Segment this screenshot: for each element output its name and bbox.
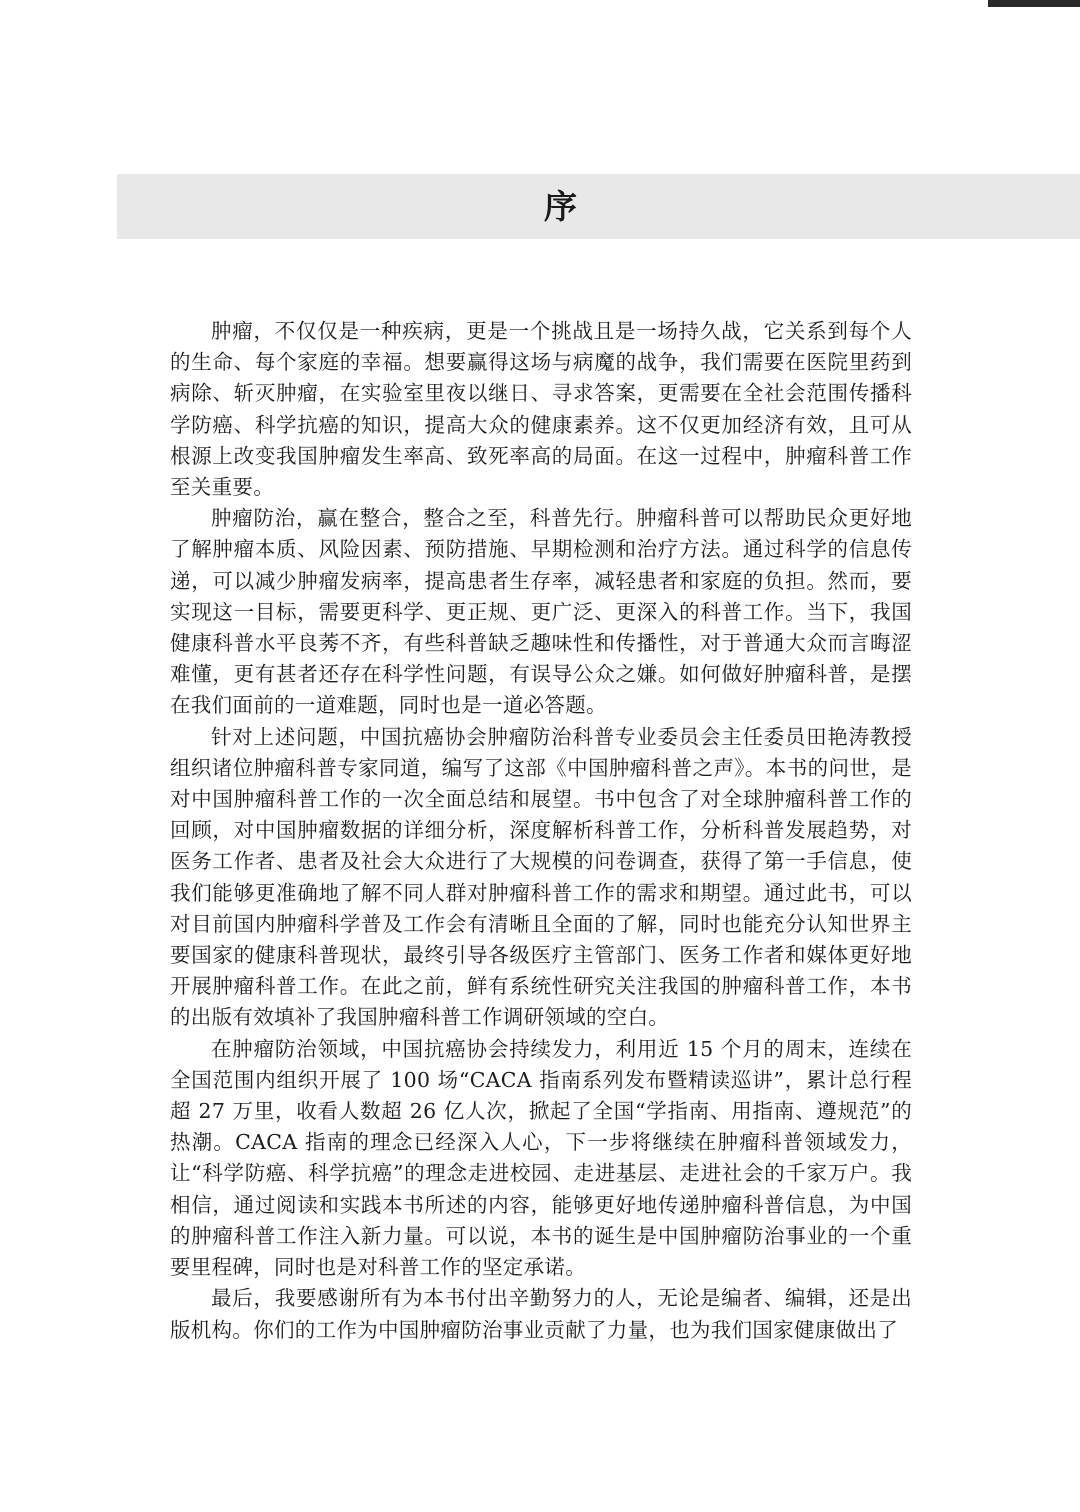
paragraph-2: 肿瘤防治，赢在整合，整合之至，科普先行。肿瘤科普可以帮助民众更好地了解肿瘤本质、风险因素、预防措施、早期检测和治疗方法。通过科学的信息传递，可以减少肿瘤发病率，提高患者生存率，减轻患者和家庭的负担。然而，要实现这一目标，需要更科学、更正规、更广泛、更深入的科普工作。当下，我国健康科普水平良莠不齐，有些科普缺乏趣味性和传播性，对于普通大众而言晦涩难懂，更有甚者还存在科学性问题，有误导公众之嫌。如何做好肿瘤科普，是摆在我们面前的一道难题，同时也是一道必答题。 <box>170 506 912 718</box>
title-band <box>117 174 1080 239</box>
paragraph-1: 肿瘤，不仅仅是一种疾病，更是一个挑战且是一场持久战，它关系到每个人的生命、每个家庭的幸福。想要赢得这场与病魔的战争，我们需要在医院里药到病除、斩灭肿瘤，在实验室里夜以继日、寻求答案，更需要在全社会范围传播科学防癌、科学抗癌的知识，提高大众的健康素养。这不仅更加经济有效，且可从根源上改变我国肿瘤发生率高、致死率高的局面。在这一过程中，肿瘤科普工作至关重要。 <box>170 319 912 500</box>
paragraph-5: 最后，我要感谢所有为本书付出辛勤努力的人，无论是编者、编辑，还是出版机构。你们的工作为中国肿瘤防治事业贡献了力量，也为我们国家健康做出了 <box>170 1286 912 1342</box>
body-text <box>170 316 912 1346</box>
page-corner-tab <box>988 0 1080 7</box>
paragraph-4: 在肿瘤防治领域，中国抗癌协会持续发力，利用近 15 个月的周末，连续在全国范围内组织开展了 100 场“CACA 指南系列发布暨精读巡讲”，累计总行程超 27 万里，收看人数超 26 亿人次，掀起了全国“学指南、用指南、遵规范”的热潮。CACA 指南的理念已经深入人心，下一步将继续在肿瘤科普领域发力，让“科学防癌、科学抗癌”的理念走进校园、走进基层、走进社会的千家万户。我相信，通过阅读和实践本书所述的内容，能够更好地传递肿瘤科普信息，为中国的肿瘤科普工作注入新力量。可以说，本书的诞生是中国肿瘤防治事业的一个重要里程碑，同时也是对科普工作的坚定承诺。 <box>170 1036 912 1280</box>
page-title: 序 <box>544 187 577 226</box>
paragraph-3: 针对上述问题，中国抗癌协会肿瘤防治科普专业委员会主任委员田艳涛教授组织诸位肿瘤科普专家同道，编写了这部《中国肿瘤科普之声》。本书的问世，是对中国肿瘤科普工作的一次全面总结和展望。书中包含了对全球肿瘤科普工作的回顾，对中国肿瘤数据的详细分析，深度解析科普工作，分析科普发展趋势，对医务工作者、患者及社会大众进行了大规模的问卷调查，获得了第一手信息，使我们能够更准确地了解不同人群对肿瘤科普工作的需求和期望。通过此书，可以对目前国内肿瘤科学普及工作会有清晰且全面的了解，同时也能充分认知世界主要国家的健康科普现状，最终引导各级医疗主管部门、医务工作者和媒体更好地开展肿瘤科普工作。在此之前，鲜有系统性研究关注我国的肿瘤科普工作，本书的出版有效填补了我国肿瘤科普工作调研领域的空白。 <box>170 724 912 1030</box>
